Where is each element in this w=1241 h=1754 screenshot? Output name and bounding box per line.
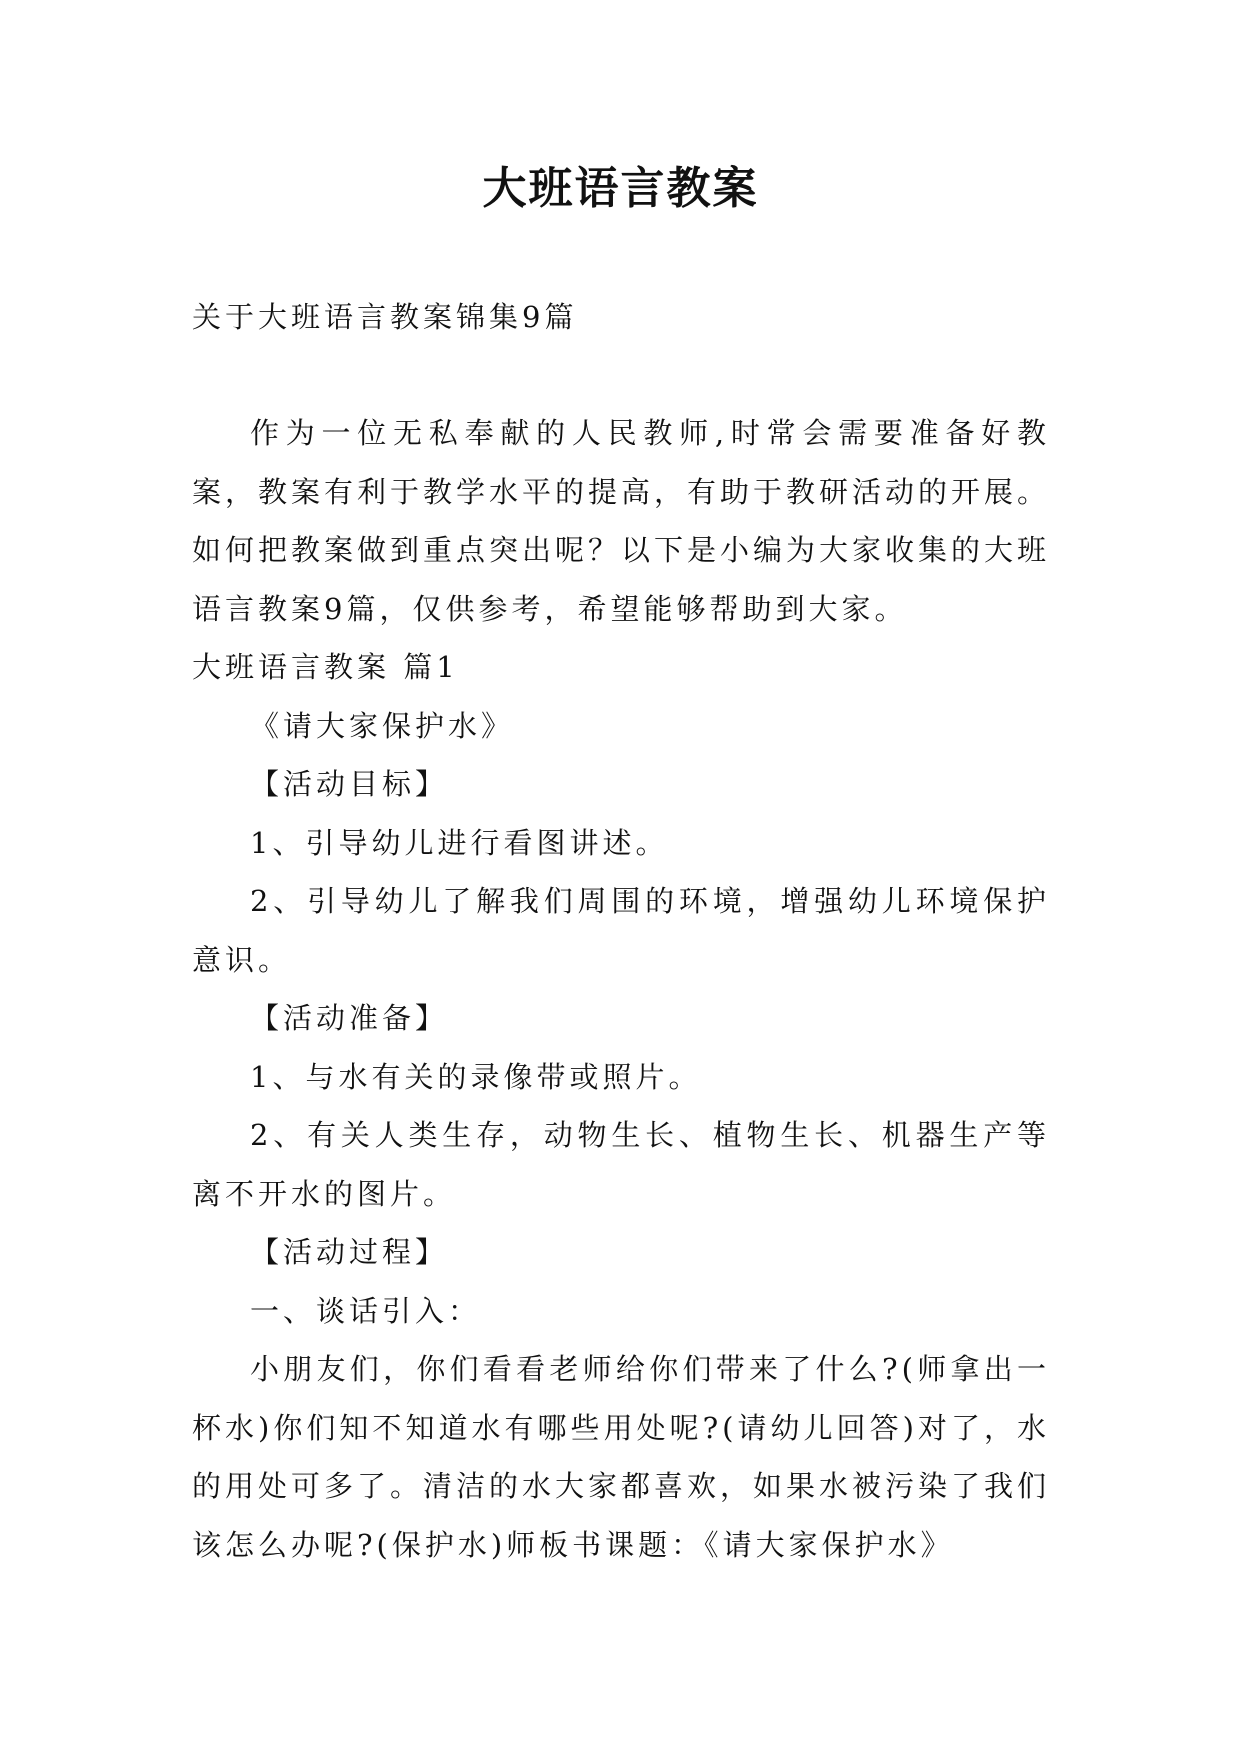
document-body bbox=[192, 404, 1050, 1574]
paragraph: 1、与水有关的录像带或照片。 bbox=[250, 1059, 702, 1094]
paragraph: 2、引导幼儿了解我们周围的环境，增强幼儿环境保护意识。 bbox=[192, 884, 1050, 977]
paragraph: 作为一位无私奉献的人民教师,时常会需要准备好教案，教案有利于教学水平的提高，有助于教研活动的开展。如何把教案做到重点突出呢？以下是小编为大家收集的大班语言教案9篇，仅供参考，希望能够帮助到大家。 bbox=[192, 416, 1051, 626]
document-subtitle: 关于大班语言教案锦集9篇 bbox=[192, 300, 578, 334]
paragraph: 1、引导幼儿进行看图讲述。 bbox=[250, 825, 669, 860]
paragraph: 2、有关人类生存，动物生长、植物生长、机器生产等离不开水的图片。 bbox=[192, 1118, 1050, 1211]
paragraph: 【活动准备】 bbox=[250, 1001, 449, 1035]
paragraph: 一、谈话引入： bbox=[250, 1293, 482, 1328]
paragraph: 大班语言教案 篇1 bbox=[192, 650, 459, 684]
paragraph: 【活动目标】 bbox=[250, 767, 449, 801]
paragraph: 【活动过程】 bbox=[250, 1235, 449, 1269]
paragraph: 小朋友们，你们看看老师给你们带来了什么?(师拿出一杯水)你们知不知道水有哪些用处呢?(请幼儿回答)对了，水的用处可多了。清洁的水大家都喜欢，如果水被污染了我们该怎么办呢?(保护水)师板书课题：《请大家保护水》 bbox=[192, 1352, 1051, 1562]
document-title: 大班语言教案 bbox=[482, 163, 759, 214]
paragraph: 《请大家保护水》 bbox=[250, 708, 515, 743]
